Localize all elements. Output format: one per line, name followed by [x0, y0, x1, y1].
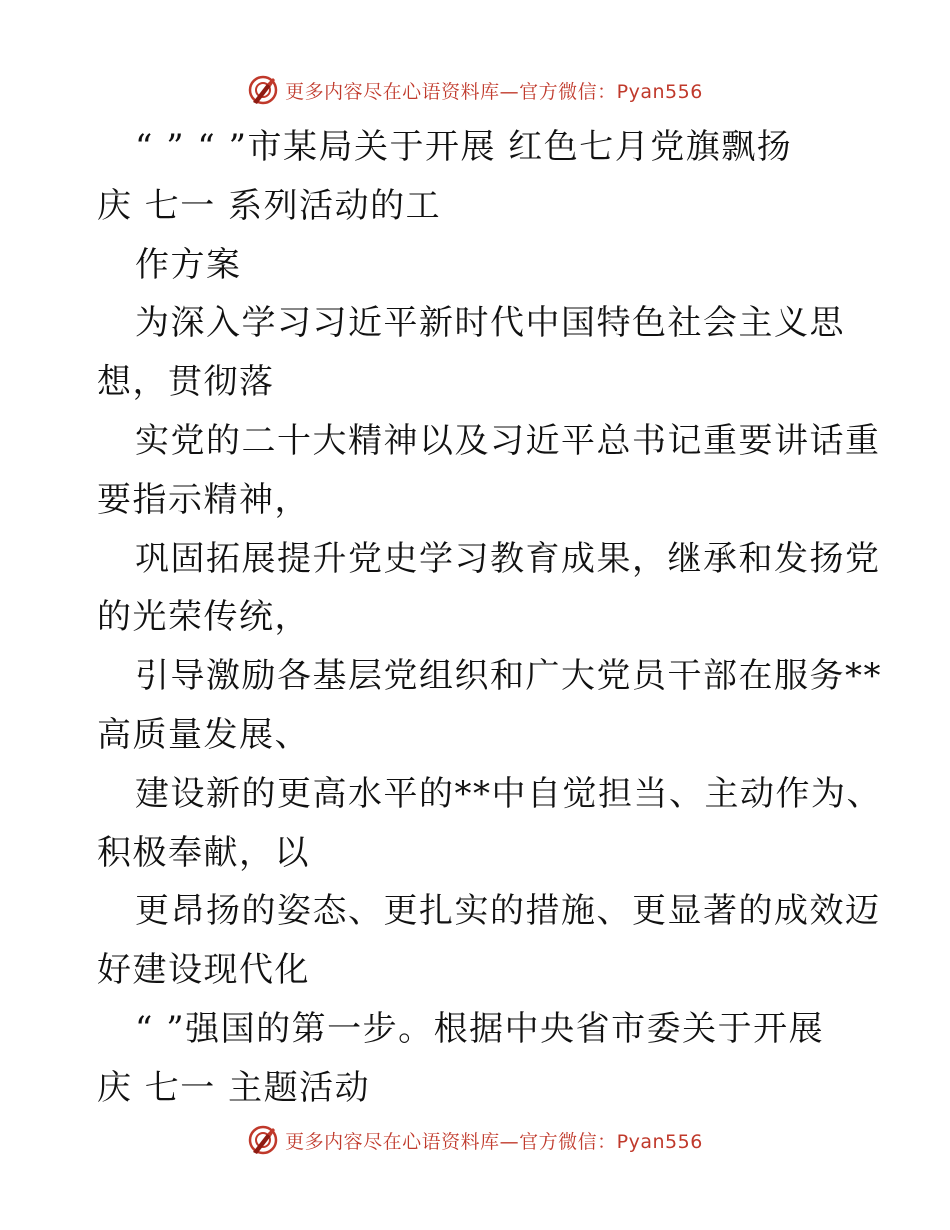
- body-line: 为深入学习习近平新时代中国特色社会主义思: [135, 303, 845, 344]
- body-line: 建设新的更高水平的**中自觉担当、主动作为、: [135, 773, 882, 814]
- header-banner: [0, 72, 950, 108]
- body-line: 作方案: [135, 244, 242, 285]
- body-line: 庆 七一 主题活动: [97, 1067, 371, 1108]
- document-body: [97, 118, 882, 1118]
- body-line: 实党的二十大精神以及习近平总书记重要讲话重: [135, 420, 881, 461]
- footer-banner: [0, 1122, 950, 1158]
- body-line: 的光荣传统，: [97, 597, 310, 638]
- header-banner-text: 更多内容尽在心语资料库—官方微信：Pyan556: [285, 80, 703, 103]
- body-line: “ ” “ ”市某局关于开展 红色七月党旗飘扬: [135, 127, 793, 167]
- body-line: 高质量发展、: [97, 714, 310, 755]
- pen-nib-logo-icon: [247, 74, 279, 106]
- body-line: “ ”强国的第一步。根据中央省市委关于开展: [135, 1008, 825, 1049]
- footer-banner-text: 更多内容尽在心语资料库—官方微信：Pyan556: [285, 1130, 703, 1153]
- body-line: 好建设现代化: [97, 950, 310, 991]
- body-line: 巩固拓展提升党史学习教育成果，继承和发扬党: [135, 538, 881, 579]
- pen-nib-logo-icon: [247, 1124, 279, 1156]
- body-line: 庆 七一 系列活动的工: [97, 185, 442, 226]
- body-line: 要指示精神，: [97, 479, 310, 520]
- body-line: 积极奉献，以: [97, 832, 310, 873]
- body-line: 更昂扬的姿态、更扎实的措施、更显著的成效迈: [135, 891, 881, 932]
- body-line: 想，贯彻落: [97, 362, 275, 403]
- body-line: 引导激励各基层党组织和广大党员干部在服务**: [135, 656, 882, 697]
